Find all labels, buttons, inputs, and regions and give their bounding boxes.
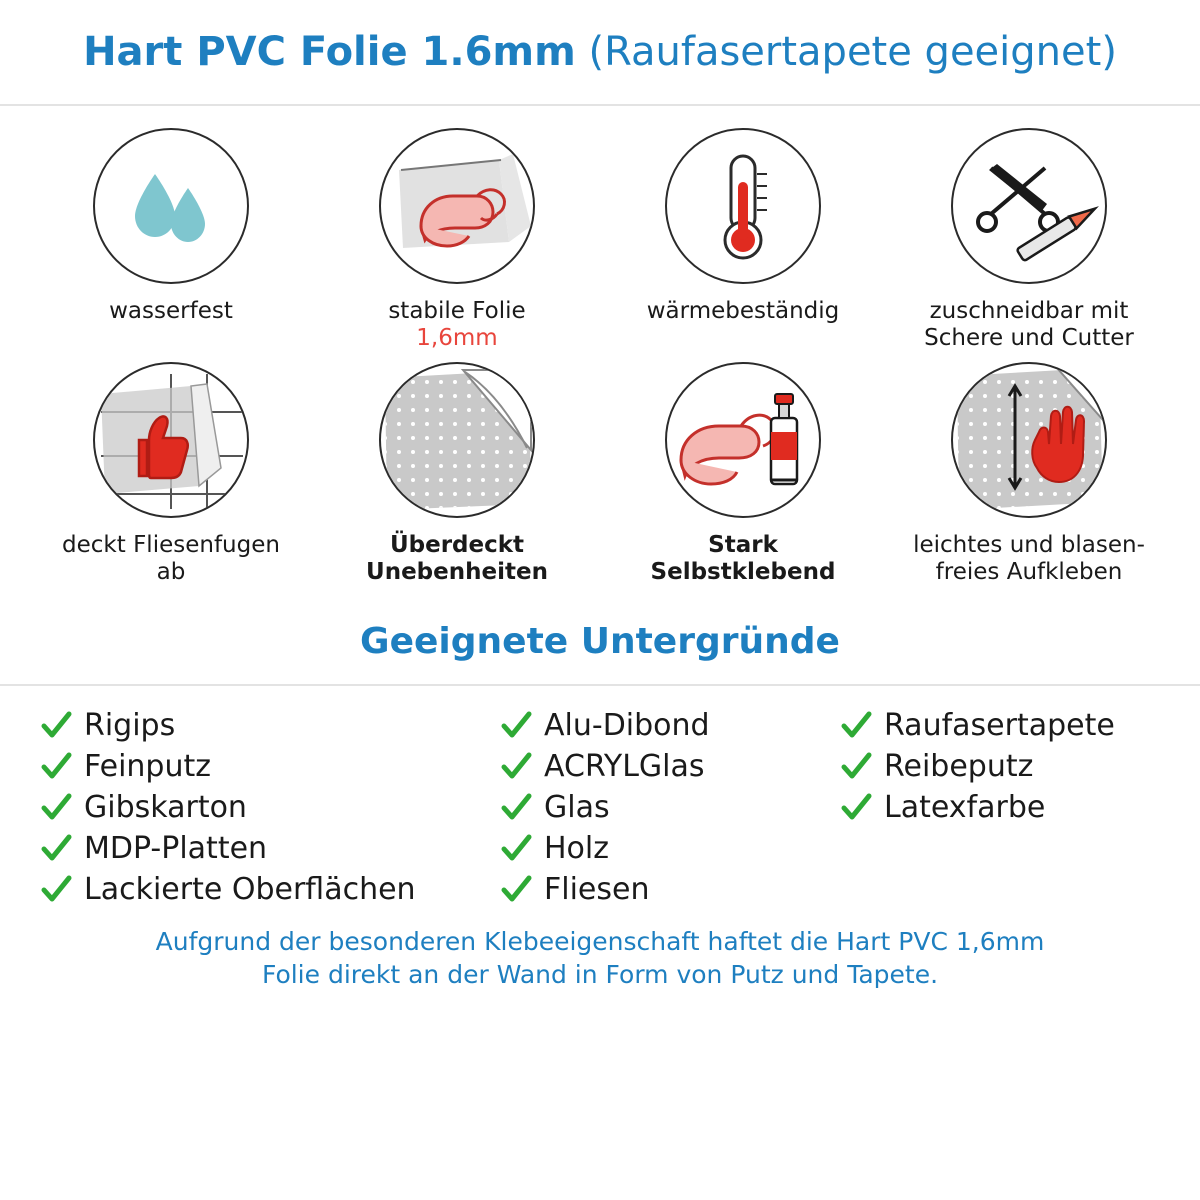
arm-glue-tube-icon	[667, 364, 819, 516]
hand-smoothing-icon	[953, 364, 1105, 516]
feature-caption: wasserfest	[109, 298, 233, 324]
feature-icon-circle	[665, 128, 821, 284]
footer-note-line2: Folie direkt an der Wand in Form von Putz und Tapete.	[261, 959, 939, 989]
check-icon	[840, 750, 872, 782]
feature-grid	[0, 106, 1200, 587]
check-icon	[500, 709, 532, 741]
feature-caption-text: stabile Folie	[388, 298, 526, 324]
list-item-label: Gibskarton	[84, 789, 247, 825]
feature-icon-circle	[93, 362, 249, 518]
list-item-label: Raufasertapete	[884, 707, 1115, 743]
list-item-label: Glas	[544, 789, 610, 825]
feature-icon-circle	[93, 128, 249, 284]
flexing-arm-foil-icon	[381, 130, 533, 282]
list-item-label: ACRYLGlas	[544, 748, 705, 784]
check-icon	[500, 832, 532, 864]
foil-peel-icon	[381, 364, 533, 516]
list-item-label: Lackierte Oberflächen	[84, 871, 416, 907]
list-item-label: Reibeputz	[884, 748, 1034, 784]
footer-note	[0, 925, 1200, 991]
feature-item	[28, 362, 314, 586]
feature-item	[600, 128, 886, 352]
feature-caption: zuschneidbar mit Schere und Cutter	[924, 298, 1134, 352]
feature-item	[314, 362, 600, 586]
water-drops-icon	[95, 130, 247, 282]
list-item-label: Fliesen	[544, 871, 650, 907]
page-title-sub: (Raufasertapete geeignet)	[588, 29, 1117, 75]
feature-icon-circle	[951, 128, 1107, 284]
feature-caption: deckt Fliesenfugen ab	[62, 532, 280, 586]
list-item-label: Feinputz	[84, 748, 211, 784]
feature-caption: Überdeckt Unebenheiten	[366, 532, 548, 586]
feature-item	[886, 128, 1172, 352]
list-item-label: Rigips	[84, 707, 176, 743]
feature-icon-circle	[379, 128, 535, 284]
list-item	[40, 831, 500, 866]
feature-item	[886, 362, 1172, 586]
feature-item	[314, 128, 600, 352]
check-icon	[840, 709, 872, 741]
check-icon	[500, 873, 532, 905]
feature-icon-circle	[665, 362, 821, 518]
thermometer-icon	[667, 130, 819, 282]
list-item	[500, 872, 840, 907]
list-item	[40, 749, 500, 784]
scissors-cutter-icon	[953, 130, 1105, 282]
check-icon	[40, 750, 72, 782]
thumbs-up-tiles-icon	[95, 364, 247, 516]
list-item	[840, 790, 1160, 825]
check-icon	[40, 873, 72, 905]
list-item	[40, 790, 500, 825]
list-item	[40, 708, 500, 743]
feature-caption: leichtes und blasen- freies Aufkleben	[913, 532, 1145, 586]
list-item	[40, 872, 500, 907]
check-icon	[840, 791, 872, 823]
feature-icon-circle	[379, 362, 535, 518]
page-title-main: Hart PVC Folie 1.6mm	[83, 29, 576, 75]
checklist-column	[840, 708, 1160, 907]
list-item	[500, 831, 840, 866]
list-item-label: Holz	[544, 830, 609, 866]
feature-caption: Stark Selbstklebend	[650, 532, 836, 586]
section-header	[0, 621, 1200, 686]
list-item-label: Alu-Dibond	[544, 707, 710, 743]
section-title: Geeignete Untergründe	[360, 620, 840, 662]
check-icon	[500, 791, 532, 823]
feature-caption-thickness: 1,6mm	[416, 325, 498, 352]
list-item-label: MDP-Platten	[84, 830, 268, 866]
checklist-column	[40, 708, 500, 907]
list-item	[840, 708, 1160, 743]
substrate-checklist	[0, 686, 1200, 907]
feature-item	[600, 362, 886, 586]
check-icon	[40, 832, 72, 864]
list-item	[500, 708, 840, 743]
check-icon	[40, 709, 72, 741]
feature-icon-circle	[951, 362, 1107, 518]
feature-caption: wärmebeständig	[646, 298, 840, 324]
list-item	[500, 790, 840, 825]
checklist-column	[500, 708, 840, 907]
footer-note-line1: Aufgrund der besonderen Klebeeigenschaft haftet die Hart PVC 1,6mm	[155, 926, 1045, 956]
check-icon	[40, 791, 72, 823]
feature-caption	[388, 298, 525, 352]
list-item	[500, 749, 840, 784]
check-icon	[500, 750, 532, 782]
header	[0, 0, 1200, 106]
page-title	[83, 29, 1117, 75]
list-item-label: Latexfarbe	[884, 789, 1046, 825]
list-item	[840, 749, 1160, 784]
feature-item	[28, 128, 314, 352]
